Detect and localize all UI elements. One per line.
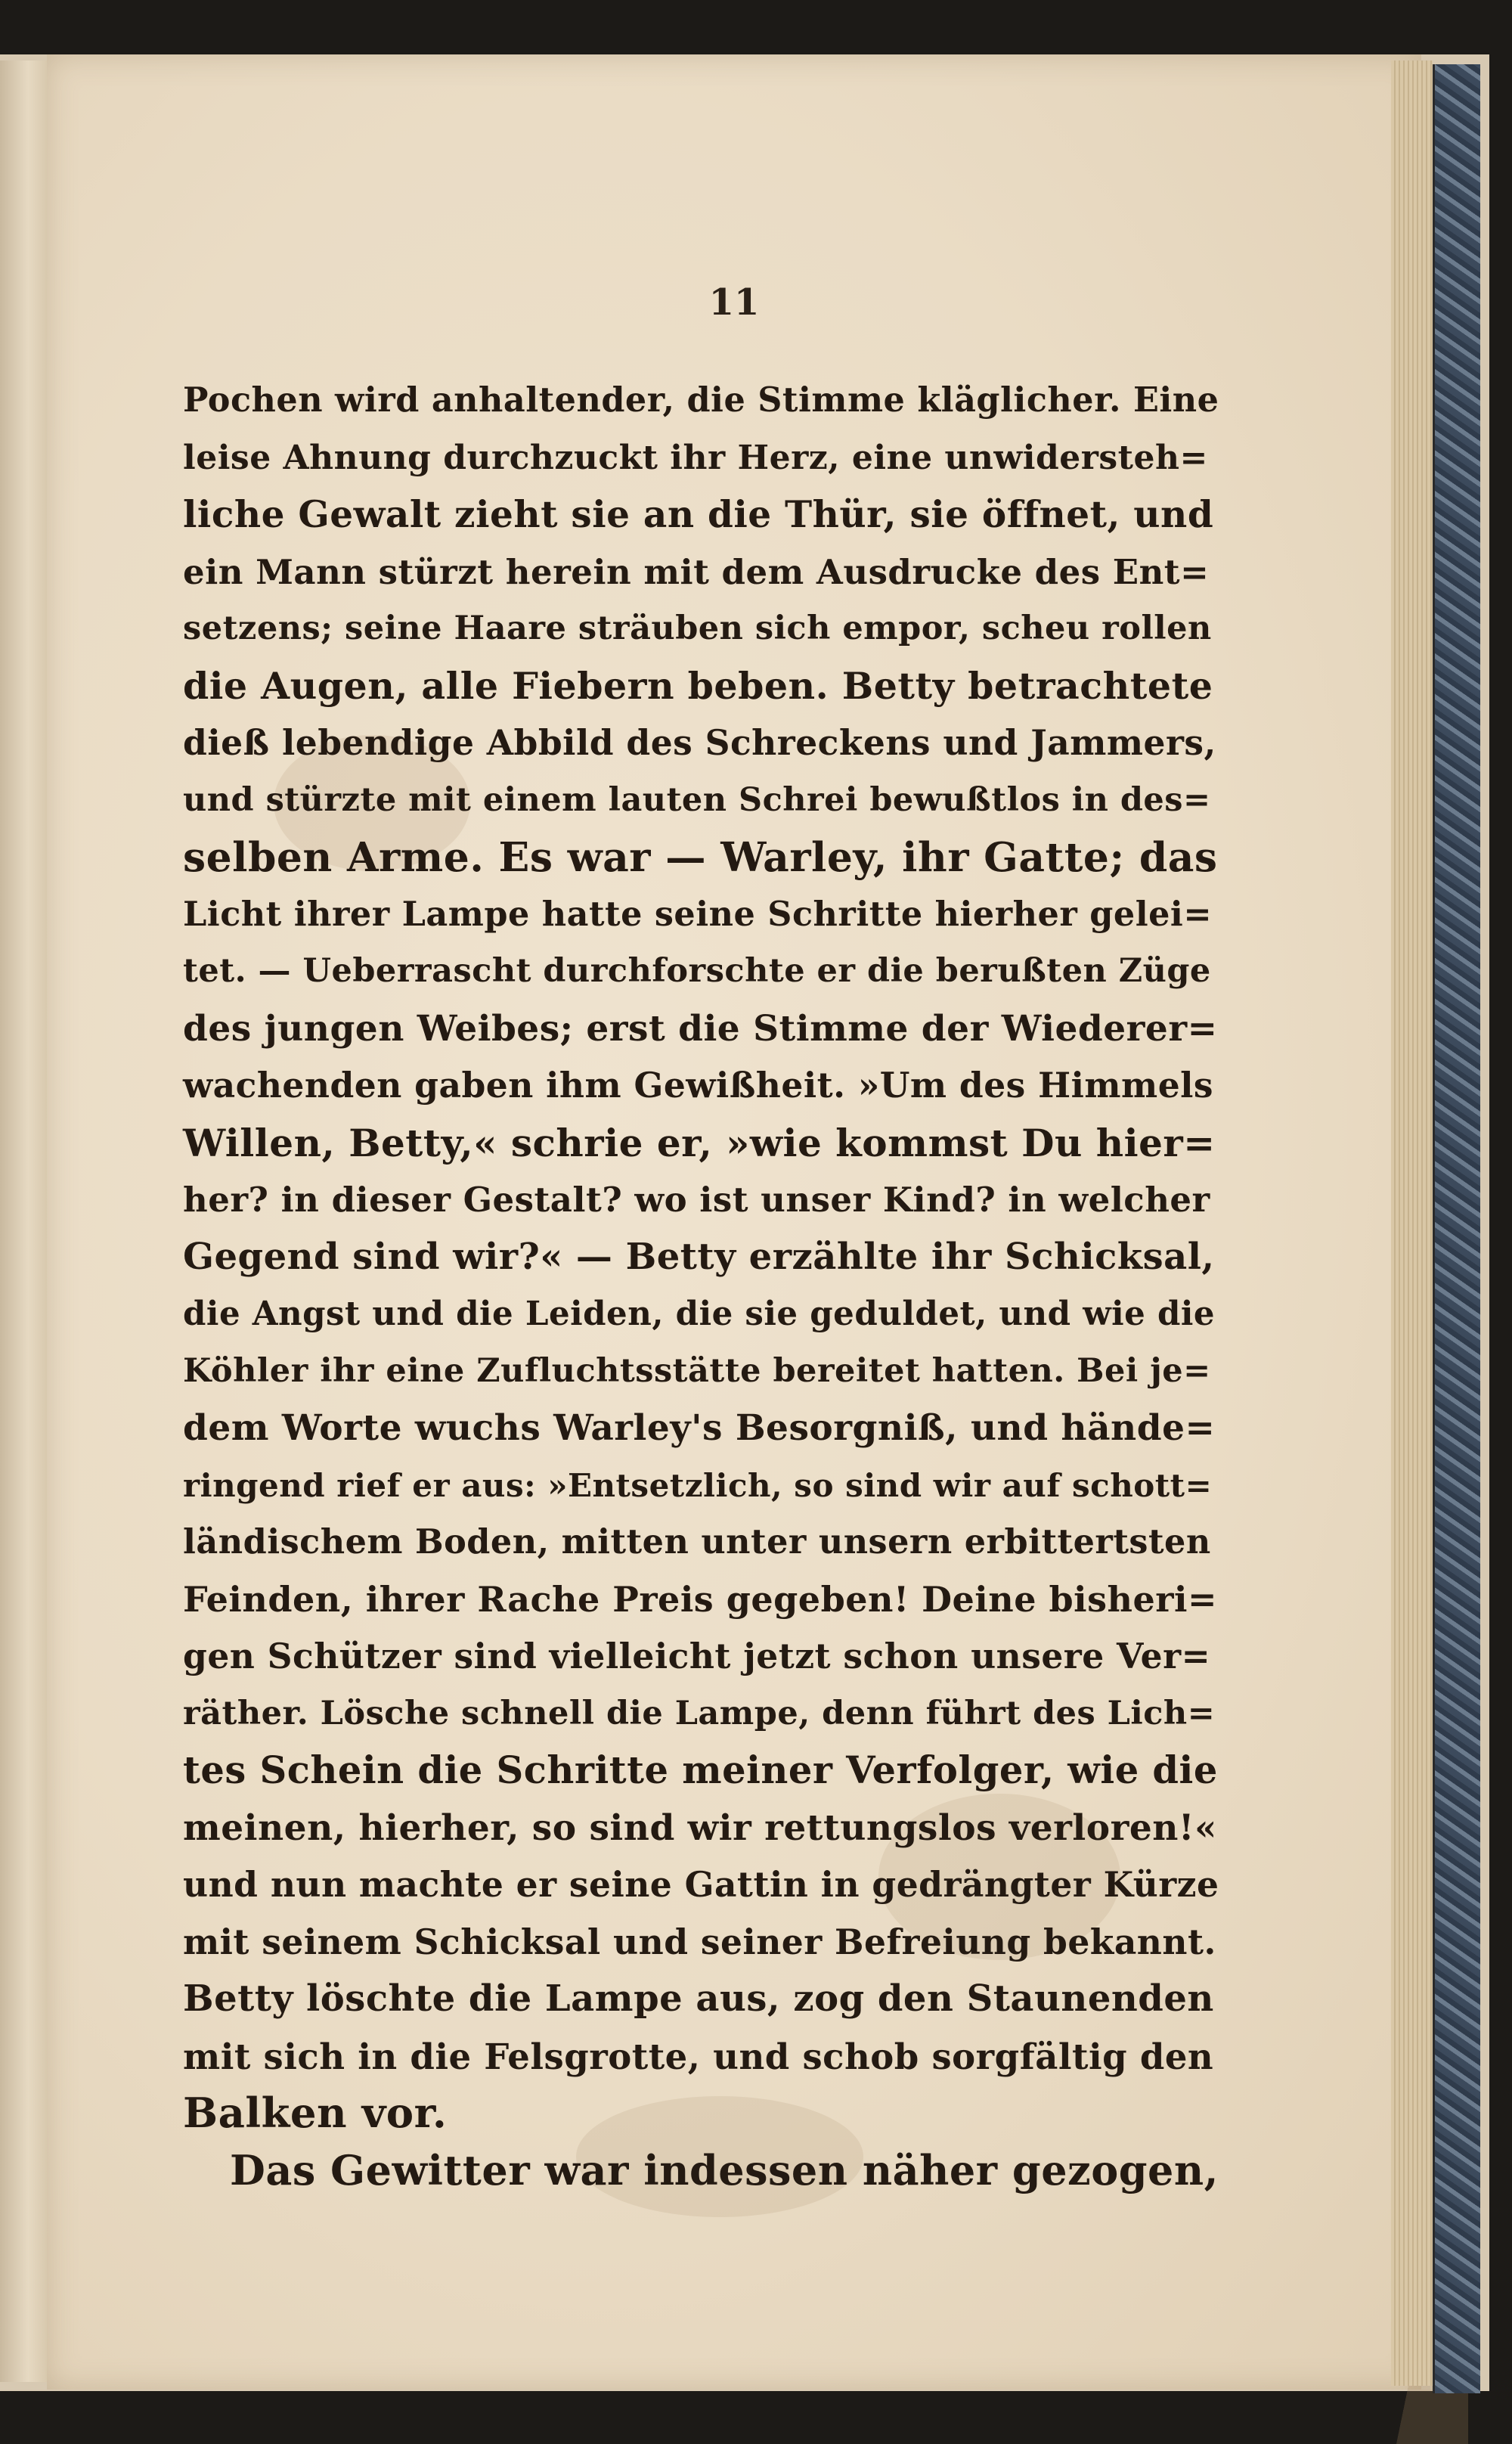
page-number: 11 (708, 281, 760, 324)
marbled-cover-edge (1433, 64, 1480, 2393)
text-line: dem Worte wuchs Warley's Besorgniß, und hände= (183, 1407, 1216, 1449)
text-line: wachenden gaben ihm Gewißheit. »Um des Himmels (183, 1065, 1214, 1106)
text-line: Pochen wird anhaltender, die Stimme kläglicher. Eine (183, 380, 1219, 420)
text-line: liche Gewalt zieht sie an die Thür, sie öffnet, und (183, 493, 1214, 536)
text-line: selben Arme. Es war — Warley, ihr Gatte; das (183, 833, 1218, 881)
page-stack-edge (1391, 60, 1433, 2386)
text-line: räther. Lösche schnell die Lampe, denn führt des Lich= (183, 1694, 1216, 1732)
text-line: Betty löschte die Lampe aus, zog den Staunenden (183, 1977, 1214, 2020)
text-line: setzens; seine Haare sträuben sich empor, scheu rollen (183, 609, 1212, 647)
text-line: die Angst und die Leiden, die sie geduldet, und wie die (183, 1295, 1216, 1333)
text-line: die Augen, alle Fiebern beben. Betty betrachtete (183, 663, 1213, 708)
text-line: Licht ihrer Lampe hatte seine Schritte hierher gelei= (183, 894, 1213, 934)
text-line: Balken vor. (183, 2089, 448, 2137)
text-line: Köhler ihr eine Zufluchtsstätte bereitet hatten. Bei je= (183, 1351, 1211, 1390)
text-line: Gegend sind wir?« — Betty erzählte ihr Schicksal, (183, 1235, 1215, 1278)
text-line: mit sich in die Felsgrotte, und schob sorgfältig den (183, 2035, 1214, 2077)
text-line: her? in dieser Gestalt? wo ist unser Kind? in welcher (183, 1180, 1210, 1220)
text-line: meinen, hierher, so sind wir rettungslos verloren!« (183, 1807, 1217, 1849)
text-line: dieß lebendige Abbild des Schreckens und Jammers, (183, 722, 1216, 763)
text-line: mit seinem Schicksal und seiner Befreiung bekannt. (183, 1921, 1216, 1962)
book-page (47, 54, 1421, 2390)
text-line: gen Schützer sind vielleicht jetzt schon unsere Ver= (183, 1636, 1211, 1676)
text-line: ländischem Boden, mitten unter unsern erbittertsten (183, 1522, 1211, 1562)
text-line: und stürzte mit einem lauten Schrei bewußtlos in des= (183, 780, 1211, 819)
body-text (183, 372, 1219, 2199)
text-line: und nun machte er seine Gattin in gedrängter Kürze (183, 1864, 1219, 1905)
text-line: Willen, Betty,« schrie er, »wie kommst Du hier= (183, 1120, 1216, 1165)
text-line: ringend rief er aus: »Entsetzlich, so sind wir auf schott= (183, 1466, 1213, 1504)
text-line: Das Gewitter war indessen näher gezogen, (230, 2145, 1219, 2194)
facing-page-edge (0, 60, 48, 2382)
text-line: tes Schein die Schritte meiner Verfolger, wie die (183, 1748, 1218, 1792)
text-line: ein Mann stürzt herein mit dem Ausdrucke des Ent= (183, 551, 1210, 592)
text-line: tet. — Ueberrascht durchforschte er die berußten Züge (183, 952, 1211, 990)
text-line: Feinden, ihrer Rache Preis gegeben! Deine bisheri= (183, 1578, 1218, 1620)
text-line: leise Ahnung durchzuckt ihr Herz, eine unwidersteh= (183, 438, 1208, 477)
text-line: des jungen Weibes; erst die Stimme der Wiederer= (183, 1007, 1218, 1050)
